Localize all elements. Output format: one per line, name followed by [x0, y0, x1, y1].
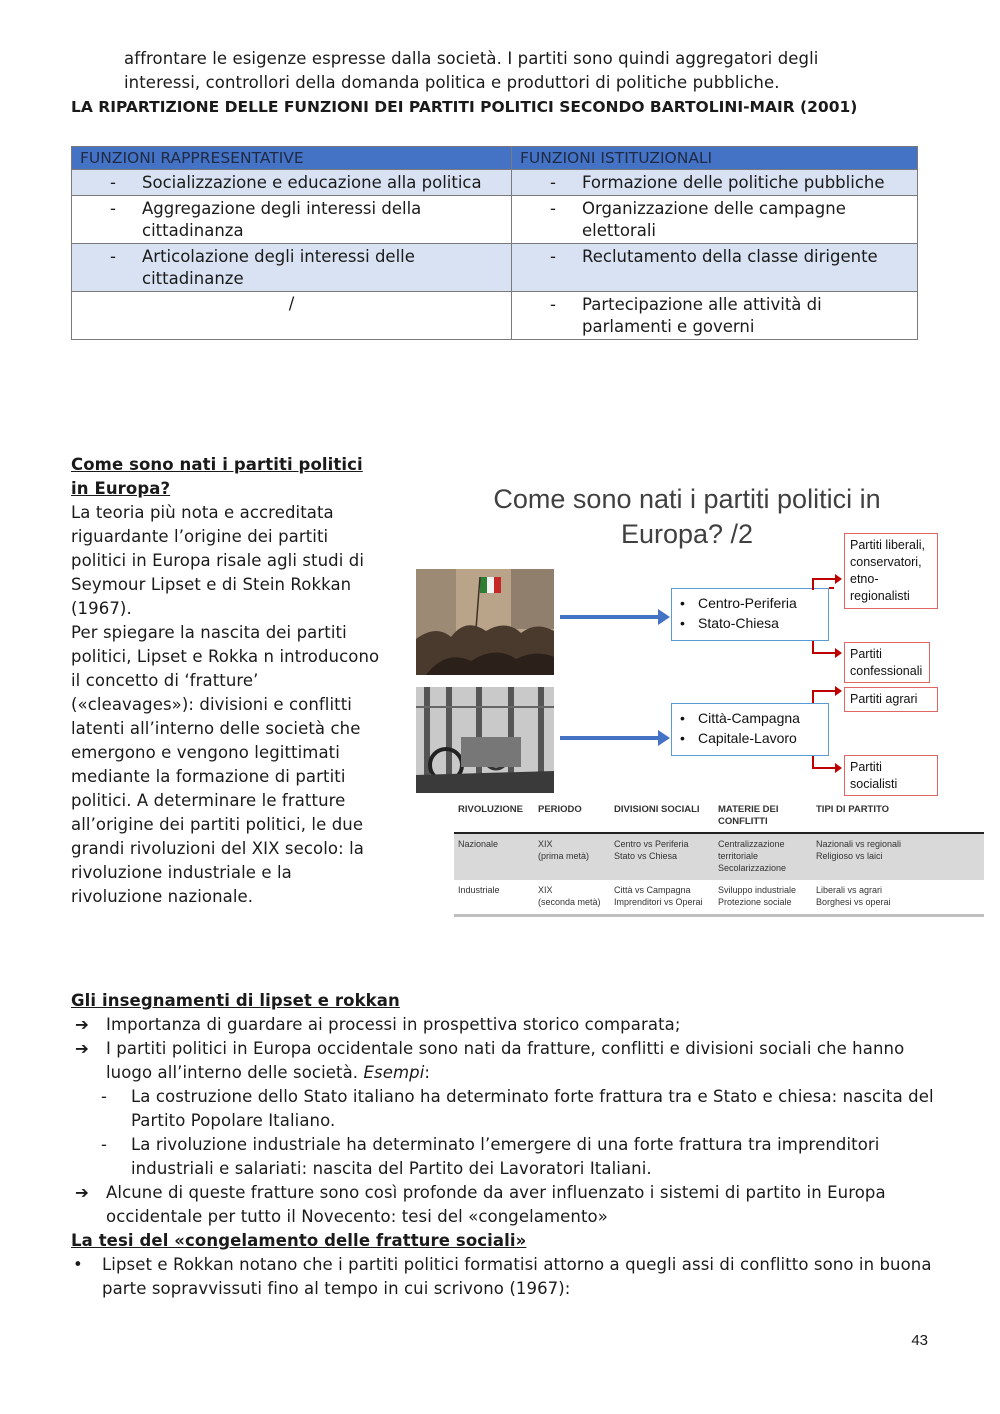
- dash-mark: -: [101, 1135, 108, 1154]
- list-item: [71, 1037, 951, 1085]
- list-item: [71, 1013, 951, 1037]
- party-box-agrarian: Partiti agrari: [844, 687, 938, 712]
- table-cell: Nazionale: [454, 833, 534, 880]
- origins-paragraph-2: Per spiegare la nascita dei partiti politici, Lipset e Rokka n introducono il concetto di ‘fratture’ («cleavages»): divisioni e conflitti latenti all’interno delle società che emergono e vengono legittimati mediante la formazione di partiti politici. A determinare le fratture all’origine dei partiti politici, le due grandi rivoluzioni del XIX secolo: la rivoluzione industriale e la rivoluzione nazionale.: [71, 623, 380, 906]
- origins-paragraph-1: La teoria più nota e accreditata riguardante l’origine dei partiti politici in Europa risale agli studi di Seymour Lipset e di Stein Rokkan (1967).: [71, 503, 365, 618]
- division-box-industrial: [671, 703, 829, 756]
- blue-arrow-2: [560, 736, 660, 740]
- table-cell: Sviluppo industriale Protezione sociale: [714, 880, 812, 916]
- dash-mark: -: [110, 199, 116, 218]
- red-arrowhead: [835, 574, 842, 584]
- list-item: [71, 1253, 951, 1301]
- list-item: [71, 1085, 951, 1133]
- table-row: [72, 170, 918, 196]
- intro-paragraph: [124, 47, 924, 95]
- bullet-mark: •: [73, 1255, 83, 1274]
- table-cell: Centro vs Periferia Stato vs Chiesa: [610, 833, 714, 880]
- red-arrowhead: [835, 686, 842, 696]
- revolutions-header: DIVISIONI SOCIALI: [610, 800, 714, 833]
- arrow-icon: ➔: [75, 1015, 89, 1034]
- dash-mark: -: [110, 247, 116, 266]
- examples-colon: :: [424, 1063, 431, 1082]
- table-row: [454, 833, 984, 880]
- revolutions-header: RIVOLUZIONE: [454, 800, 534, 833]
- intro-line-1: affrontare le esigenze espresse dalla società. I partiti sono quindi aggregatori degli: [124, 49, 819, 68]
- freeze-heading: La tesi del «congelamento delle fratture sociali»: [71, 1231, 527, 1250]
- revolutions-table: [454, 800, 984, 917]
- freeze-text: Lipset e Rokkan notano che i partiti politici formatisi attorno a quegli assi di conflitto sono in buona parte sopravvissuti fino al tempo in cui scrivono (1967):: [102, 1255, 932, 1298]
- example-text: La costruzione dello Stato italiano ha determinato forte frattura tra e Stato e chiesa: nascita del Partito Popolare Italiano.: [131, 1087, 934, 1130]
- red-arrowhead: [835, 648, 842, 658]
- division-label: Capitale-Lavoro: [698, 730, 797, 746]
- division-label: Stato-Chiesa: [698, 615, 779, 631]
- table-cell: Centralizzazione territoriale Secolarizzazione: [714, 833, 812, 880]
- arrow-icon: ➔: [75, 1039, 89, 1058]
- table-cell: Organizzazione delle campagne elettorali: [582, 199, 846, 240]
- lessons-section: [71, 989, 951, 1301]
- origins-heading: Come sono nati i partiti politici in Europa?: [71, 455, 363, 498]
- table-cell: Nazionali vs regionali Religioso vs laici: [812, 833, 984, 880]
- slide-title-line-1: Come sono nati i partiti politici in: [493, 484, 881, 514]
- list-item: [71, 1133, 951, 1181]
- table-title: LA RIPARTIZIONE DELLE FUNZIONI DEI PARTITI POLITICI SECONDO BARTOLINI-MAIR (2001): [71, 98, 858, 116]
- table-cell: Socializzazione e educazione alla politica: [142, 173, 482, 192]
- blue-arrowhead-1: [658, 609, 670, 625]
- national-revolution-image: [416, 569, 554, 675]
- table-row: [72, 244, 918, 292]
- lessons-heading: Gli insegnamenti di lipset e rokkan: [71, 991, 400, 1010]
- division-label: Centro-Periferia: [698, 595, 797, 611]
- blue-arrowhead-2: [658, 730, 670, 746]
- table-row: [72, 292, 918, 340]
- red-connector: [812, 767, 836, 769]
- arrow-icon: ➔: [75, 1183, 89, 1202]
- origins-section: [71, 453, 381, 909]
- table-cell-empty: /: [288, 294, 295, 313]
- examples-label: Esempi: [363, 1063, 425, 1082]
- example-text: La rivoluzione industriale ha determinato l’emergere di una forte frattura tra imprenditori industriali e salariati: nascita del Partito dei Lavoratori Italiani.: [131, 1135, 880, 1178]
- dash-mark: -: [550, 199, 556, 218]
- page-number: 43: [911, 1332, 928, 1349]
- division-box-national: [671, 588, 829, 641]
- table-cell: XIX (prima metà): [534, 833, 610, 880]
- lesson-text: Importanza di guardare ai processi in prospettiva storico comparata;: [106, 1015, 681, 1034]
- table-cell: Articolazione degli interessi delle cittadinanze: [142, 247, 415, 288]
- header-institutional: FUNZIONI ISTITUZIONALI: [512, 147, 918, 170]
- bullet-mark: •: [680, 595, 685, 611]
- intro-line-2: interessi, controllori della domanda politica e produttori di politiche pubbliche.: [124, 73, 780, 92]
- red-connector: [829, 587, 834, 589]
- red-connector: [812, 578, 836, 580]
- revolutions-header: PERIODO: [534, 800, 610, 833]
- table-row: [454, 880, 984, 916]
- division-label: Città-Campagna: [698, 710, 800, 726]
- table-cell: Città vs Campagna Imprenditori vs Operai: [610, 880, 714, 916]
- dash-mark: -: [101, 1087, 108, 1106]
- bullet-mark: •: [680, 710, 685, 726]
- red-connector: [812, 652, 836, 654]
- table-cell: Reclutamento della classe dirigente: [582, 247, 878, 266]
- dash-mark: -: [550, 173, 556, 192]
- red-arrowhead: [835, 763, 842, 773]
- bullet-mark: •: [680, 730, 685, 746]
- bullet-mark: •: [680, 615, 685, 631]
- table-cell: Formazione delle politiche pubbliche: [582, 173, 885, 192]
- party-box-socialist: Partiti socialisti: [844, 755, 938, 796]
- red-connector: [812, 690, 836, 692]
- table-cell: Liberali vs agrari Borghesi vs operai: [812, 880, 984, 916]
- table-row: [72, 196, 918, 244]
- dash-mark: -: [550, 247, 556, 266]
- lesson-text: Alcune di queste fratture sono così profonde da aver influenzato i sistemi di partito in Europa occidentale per tutto il Novecento: tesi del «congelamento»: [106, 1183, 886, 1226]
- table-cell: Industriale: [454, 880, 534, 916]
- lesson-text: I partiti politici in Europa occidentale sono nati da fratture, conflitti e divisioni sociali che hanno luogo all’interno delle società.: [106, 1039, 905, 1082]
- revolutions-header: MATERIE DEI CONFLITTI: [714, 800, 812, 833]
- blue-arrow-1: [560, 615, 660, 619]
- header-representative: FUNZIONI RAPPRESENTATIVE: [72, 147, 512, 170]
- table-cell: Partecipazione alle attività di parlamenti e governi: [582, 295, 822, 336]
- party-box-confessional: Partiti confessionali: [844, 642, 930, 683]
- dash-mark: -: [110, 173, 116, 192]
- revolutions-header: TIPI DI PARTITO: [812, 800, 984, 833]
- table-cell: XIX (seconda metà): [534, 880, 610, 916]
- list-item: [71, 1181, 951, 1229]
- industrial-revolution-image: [416, 687, 554, 793]
- functions-table: [71, 146, 918, 340]
- table-cell: Aggregazione degli interessi della cittadinanza: [142, 199, 422, 240]
- slide-figure: [392, 468, 984, 910]
- party-box-liberal: Partiti liberali, conservatori, etno-regionalisti: [844, 533, 938, 609]
- dash-mark: -: [550, 295, 556, 314]
- slide-title-line-2: Europa? /2: [620, 519, 754, 549]
